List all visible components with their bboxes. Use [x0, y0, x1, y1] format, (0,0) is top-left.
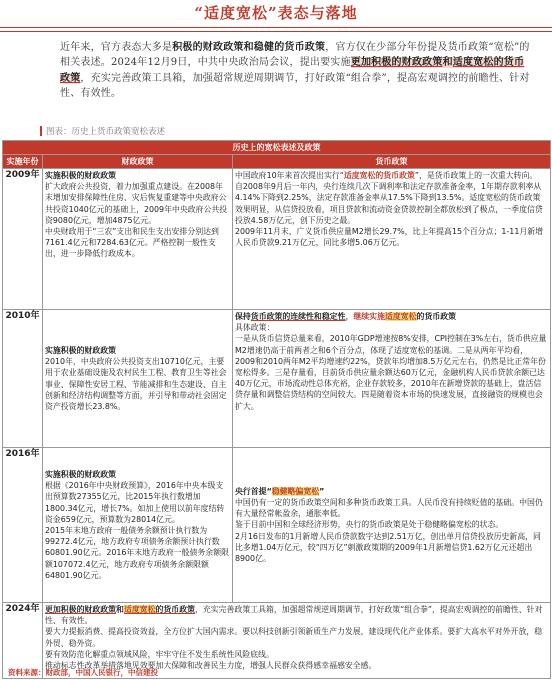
fiscal-heading: 实施积极的财政政策	[45, 345, 117, 355]
fiscal-body: 扩大政府公共投资，着力加强重点建设。在2008年末增加安排保障性住房、灾后恢复重建等中央政府公共投资1040亿元的基础上，2009年中央政府公共投资9080亿元，增加4875亿元。 中央财政用于“三农”支出和民生支出安排分别达到7161.4亿元和7284.63亿元。严格控制一般性支出，进一步降低行政成本。	[45, 182, 228, 259]
table-row	[3, 310, 551, 448]
fiscal-heading: 实施积极的财政政策	[45, 171, 117, 180]
header-fiscal: 财政政策	[43, 155, 233, 169]
fiscal-cell	[43, 169, 233, 310]
source-note: 资料来源：财政部，中国人民银行，中信建投	[8, 668, 158, 677]
monetary-cell: 中国政府10年来首次提出实行“适度宽松的货币政策”，是货币政策上的一次重大转向。 自2008年9月后一年内，央行连续几次下调利率和法定存款准备金率，1年期存款利率从4.14%下降到2.25%，法定存款准备金率从17.5%下降到13.5%。适度宽松的货币政策效果明显，从信贷投放看，项目贷款和流动资金贷款控制全都放松到了极点，一季度信贷投放4.58万亿元，创下历史之最。 2009年11月末，广义货币供应量M2增长29.7%，比上年提高15个百分点；1-11月新增人民币贷款9.21万亿元，同比多增5.06万亿元。	[233, 169, 551, 310]
title-divider-secondary	[0, 31, 552, 32]
row-year: 2024年	[3, 603, 43, 679]
row-year: 2016年	[3, 448, 43, 603]
monetary-cell: 保持货币政策的连续性和稳定性，继续实施适度宽松的货币政策 具体政策： 一是从货币信贷总量来看，2010年GDP增速按8%安排，CPI控制在3%左右，货币供应量M2增速仍高于前两者之和6个百分点，体现了适度宽松的基调。二是从两年平均看，2009和2010两年M2平均增速约22%，贷款年均增加8.5万亿元左右，仍然是比正常年份宽松得多。三是存量看，目前货币供应量余额达60万亿元，金融机构人民币贷款余额已达40万亿元，市场流动性总体充裕，企业存款较多，2010年在新增贷款的基础上，盘活信贷存量和调整信贷结构的空间较大。四是随着资本市场的快速发展，直接融资的规模也会扩大。	[233, 310, 551, 448]
intro-paragraph: 近年来，官方表态大多是积极的财政政策和稳健的货币政策，官方仅在少部分年份提及货币政策“宽松”的相关表述。2024年12月9日，中共中央政治局会议，提出要实施更加积极的财政政策和适度宽松的货币政策，充实完善政策工具箱，加强超常规逆周期调节，打好政策“组合拳”，提高宏观调控的前瞻性、针对性、有效性。	[60, 42, 530, 100]
header-year: 实施年份	[3, 155, 43, 169]
fiscal-cell	[43, 310, 233, 448]
row-year: 2009年	[3, 169, 43, 310]
fiscal-cell	[43, 448, 233, 603]
row-year: 2010年	[3, 310, 43, 448]
fiscal-heading: 实施积极的财政政策	[45, 469, 117, 479]
figure-caption: 图表：历史上货币政策宽松表述	[46, 127, 166, 137]
fiscal-body: 2010年，中央政府公共投资支出10710亿元，主要用于农业基础设施及农村民生工程、教育卫生等社会事业、保障性安居工程、节能减排和生态建设、自主创新和经济结构调整等方面，并引导和带动社会固定资产投资增长23.8%。	[45, 357, 227, 411]
table-row	[3, 169, 551, 310]
policy-table	[2, 140, 551, 679]
fiscal-body: 根据《2016年中央财政预算》，2016年中央本级支出预算数27355亿元，比2015年执行数增加1800.34亿元，增长7%。如加上使用以前年度结转资金659亿元，预算数为28014亿元。 2015年末地方政府一般债务余额预计执行数为99272.4亿元，地方政府专项债务余额预计执行数60801.90亿元。2016年末地方政府一般债务余额限额107072.4亿元，地方政府专项债务余额限额64801.90亿元。	[45, 481, 229, 580]
page-title: “适度宽松”表态与落地	[194, 4, 358, 22]
table-row	[3, 448, 551, 603]
table-caption: 历史上的宽松表述及政策	[3, 141, 551, 155]
merged-policy-cell: 更加积极的财政政策和适度宽松的货币政策，充实完善政策工具箱，加强超常规逆周期调节，打好政策“组合拳”，提高宏观调控的前瞻性、针对性、有效性。 要大力提振消费、提高投资效益，全方位扩大国内需求。要以科技创新引领新质生产力发展，建设现代化产业体系。要扩大高水平对外开放，稳外贸、稳外资。 要有效防范化解重点领域风险，牢牢守住不发生系统性风险底线。 推动标志性改革举措落地见效要加大保障和改善民生力度，增强人民群众获得感幸福感安全感。	[43, 603, 551, 679]
monetary-cell: 央行首提“稳健略偏宽松” 中国仍有一定的货币政策空间和多种货币政策工具。人民币没有持续贬值的基础。中国仍有大量经常帐盈余，通胀率低。 鉴于目前中国和全球经济形势，央行的货币政策是处于稳健略偏宽松的状态。 2月16日发布的1月新增人民币贷款数字达到2.51万亿，创出单月信贷投放历史新高，同比多增1.04万亿元，较“四万亿”刺激政策期的2009年1月新增信贷1.62万亿元还超出8900亿。	[233, 448, 551, 603]
header-monetary: 货币政策	[233, 155, 551, 169]
title-divider	[0, 27, 552, 28]
